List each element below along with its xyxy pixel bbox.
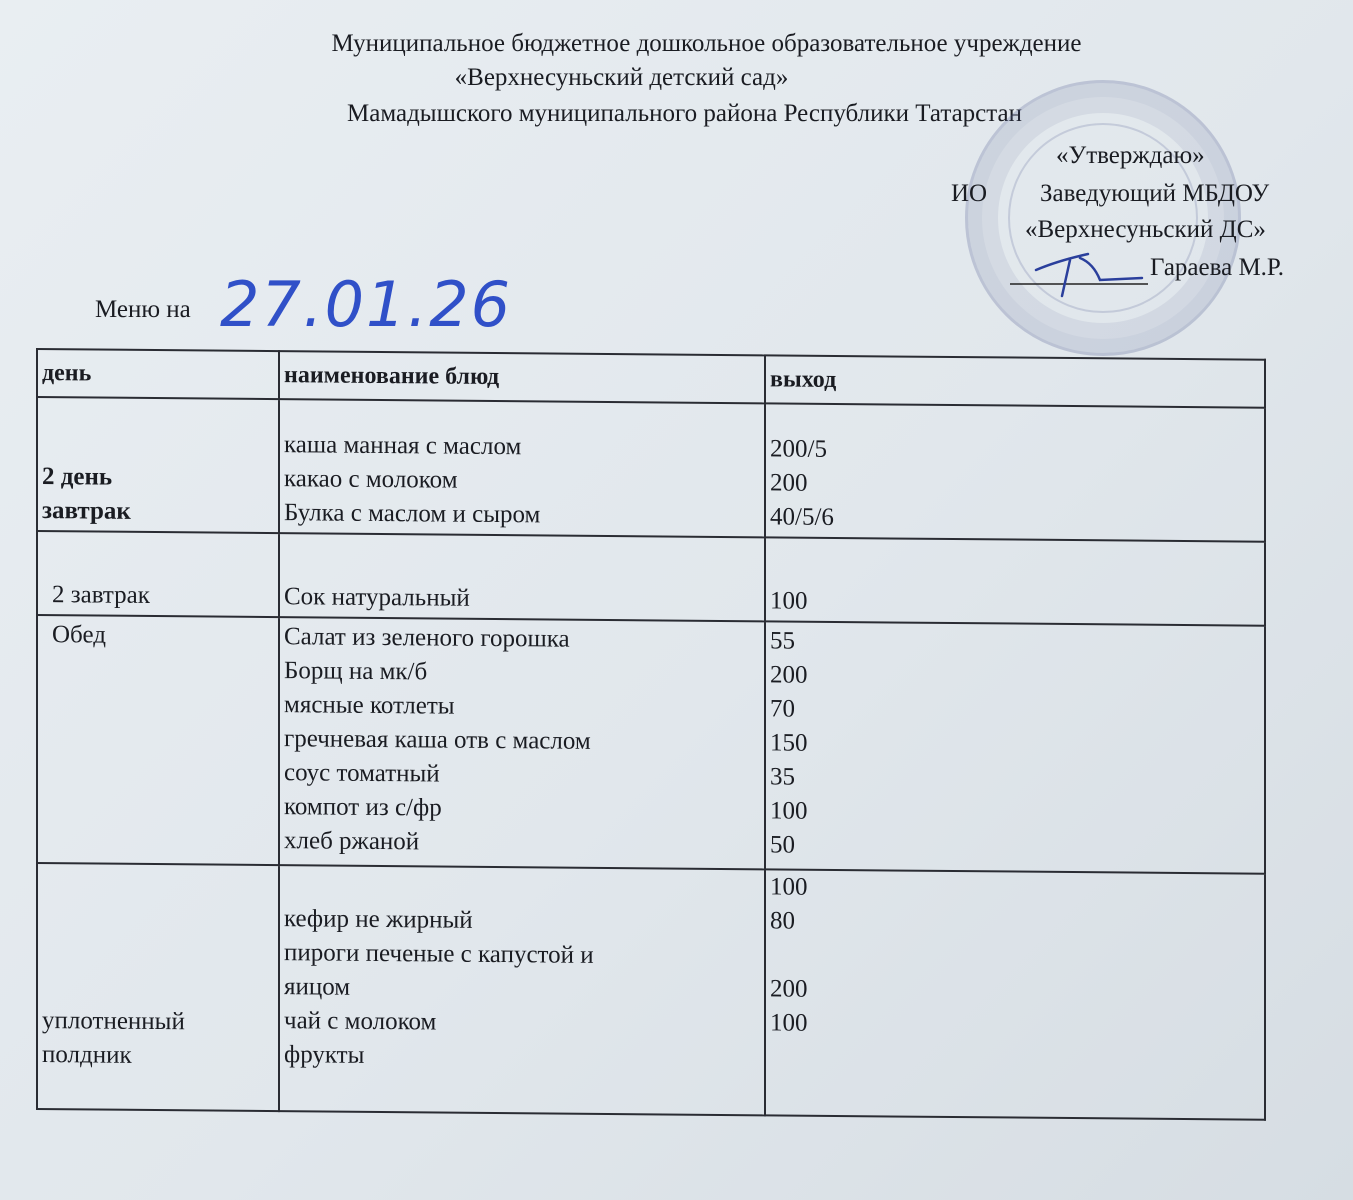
dish-text: Салат из зеленого горошка xyxy=(284,623,570,653)
dishes-cell xyxy=(279,533,765,621)
yield-text: 80 xyxy=(770,907,795,935)
dishes-cell xyxy=(279,865,765,1115)
org-district-text: Мамадышского муниципального района Республики Татарстан xyxy=(347,100,1022,127)
meal-cell xyxy=(37,615,279,865)
approval-position: Заведующий МБДОУ xyxy=(1040,180,1270,207)
table-row xyxy=(37,397,1265,542)
dish-text: какао с молоком xyxy=(284,465,458,494)
meal-text: уплотненный xyxy=(42,1007,185,1036)
dishes-cell xyxy=(279,399,765,537)
dish-text: яицом xyxy=(284,973,351,1001)
meal-cell xyxy=(37,531,279,617)
yield-text: 50 xyxy=(770,831,795,859)
yield-cell xyxy=(765,869,1265,1119)
dish-text: хлеб ржаной xyxy=(284,827,420,856)
dish-text: соус томатный xyxy=(284,759,440,788)
approve-heading: «Утверждаю» xyxy=(1056,142,1205,169)
yield-text: 55 xyxy=(770,627,795,655)
org-name-line2: «Верхнесуньский детский сад» xyxy=(454,64,789,91)
dish-text: кефир не жирный xyxy=(284,905,473,934)
dish-text: чай с молоком xyxy=(284,1007,437,1036)
meal-text: 2 завтрак xyxy=(52,581,150,609)
table-row xyxy=(37,531,1265,626)
yield-spacer xyxy=(770,938,1260,976)
yield-text: 200/5 xyxy=(770,435,827,463)
meal-text: 2 день xyxy=(42,463,113,491)
dish-text: компот из с/фр xyxy=(284,793,442,822)
meal-cell xyxy=(37,397,279,533)
yield-text: 200 xyxy=(770,469,808,497)
header-day: день xyxy=(37,349,279,399)
yield-cell xyxy=(765,621,1265,873)
approval-io: ИО xyxy=(951,180,988,207)
meal-text: Обед xyxy=(52,621,106,649)
dish-text: Сок натуральный xyxy=(284,583,470,612)
yield-text: 200 xyxy=(770,661,808,689)
table-row xyxy=(37,615,1265,874)
yield-text: 100 xyxy=(770,587,808,615)
header-dishes: наименование блюд xyxy=(279,351,765,403)
menu-table xyxy=(36,348,1266,1121)
yield-text: 100 xyxy=(770,1009,808,1037)
meal-text: полдник xyxy=(42,1041,132,1069)
dishes-cell xyxy=(279,617,765,869)
dish-text: мясные котлеты xyxy=(284,691,455,720)
org-name-line1: Муниципальное бюджетное дошкольное образовательное учреждение xyxy=(331,30,1082,57)
dish-text: гречневая каша отв с маслом xyxy=(284,725,591,755)
yield-text: 35 xyxy=(770,763,795,791)
yield-text: 40/5/6 xyxy=(770,503,834,531)
yield-text: 150 xyxy=(770,729,808,757)
dish-text: фрукты xyxy=(284,1041,365,1069)
header-yield: выход xyxy=(765,355,1265,407)
yield-cell xyxy=(765,537,1265,625)
approval-name: Гараева М.Р. xyxy=(1150,254,1284,281)
dish-text: Борщ на мк/б xyxy=(284,657,428,686)
meal-spacer xyxy=(42,1072,274,1108)
table-row xyxy=(37,863,1265,1120)
menu-date: 27.01.26 xyxy=(220,268,513,341)
dish-text: каша манная с маслом xyxy=(284,431,522,461)
yield-text: 100 xyxy=(770,873,808,901)
yield-text: 70 xyxy=(770,695,795,723)
yield-text: 200 xyxy=(770,975,808,1003)
signature xyxy=(1010,240,1150,300)
yield-text: 100 xyxy=(770,797,808,825)
meal-cell xyxy=(37,863,279,1111)
dish-text: Булка с маслом и сыром xyxy=(284,499,541,529)
meal-text: завтрак xyxy=(42,497,131,525)
yield-cell xyxy=(765,403,1265,541)
approval-institution: «Верхнесуньский ДС» xyxy=(1025,216,1266,243)
dish-text: пироги печеные с капустой и xyxy=(284,939,594,969)
menu-label: Меню на xyxy=(95,296,191,323)
